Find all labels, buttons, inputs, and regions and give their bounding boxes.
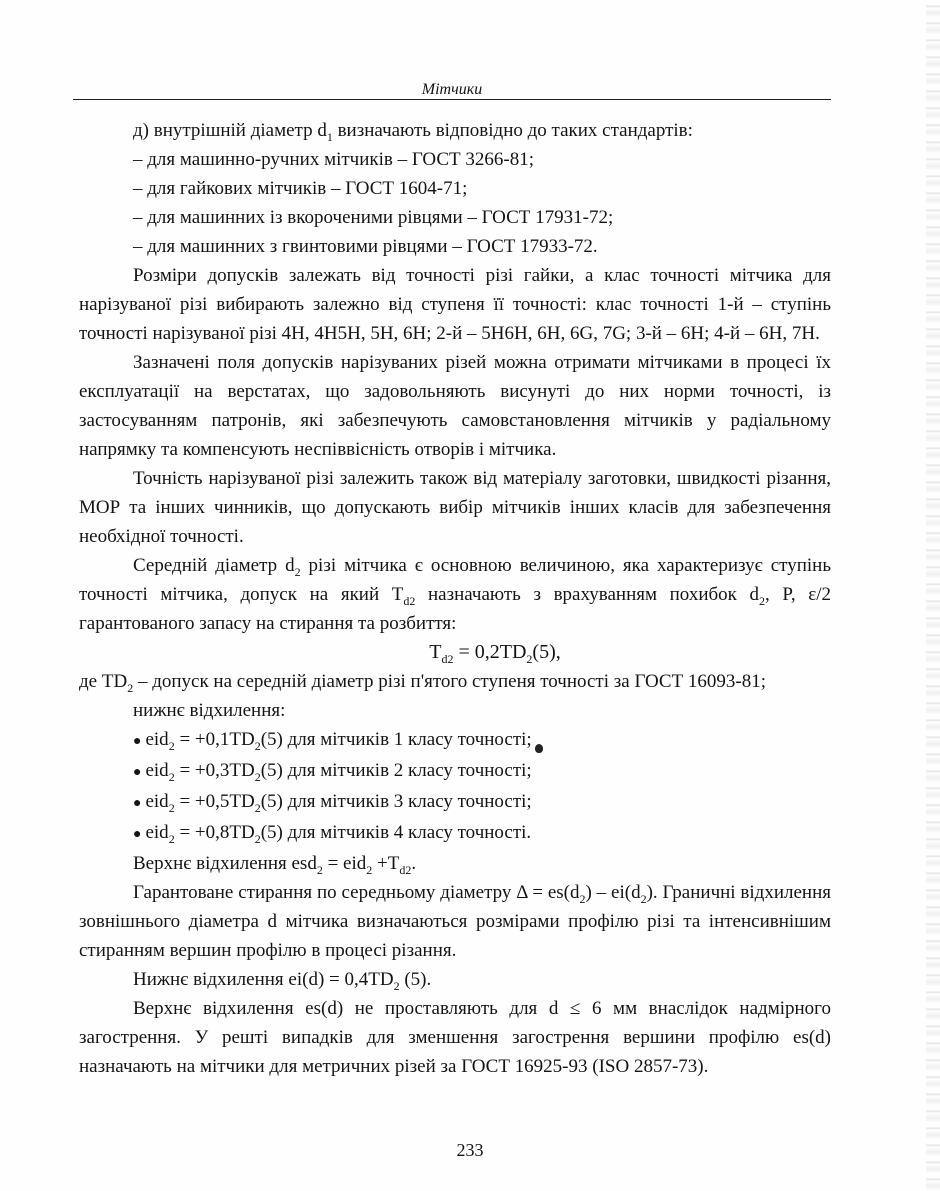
text: , P, ε/2 гарантованого запасу на стирання та розбиття: <box>79 584 831 634</box>
text: де TD <box>79 671 128 692</box>
bullet-icon: ● <box>133 796 142 811</box>
text: Гарантоване стирання по середньому діаметру Δ = es(d <box>133 882 580 903</box>
paragraph-text: Точність нарізуваної різі залежить також від матеріалу заготовки, швидкості різання, МОР та інших чинників, що допускають вибір мітчиків інших класів для забезпечення необхідної точності. <box>79 468 831 547</box>
subscript: 2 <box>759 593 766 608</box>
bullet-item <box>79 787 831 818</box>
text: ) – ei(d <box>585 882 641 903</box>
text: – допуск на середній діаметр різі п'ятого ступеня точності за ГОСТ 16093-81; <box>133 671 767 692</box>
paragraph <box>79 348 831 464</box>
bullet-icon: ● <box>133 765 142 780</box>
subscript: 1 <box>326 129 333 144</box>
subscript: 2 <box>640 891 647 906</box>
bullet-item <box>79 756 831 787</box>
page-body <box>79 116 831 1081</box>
subscript: 2 <box>254 738 261 753</box>
text: T <box>429 641 442 663</box>
text: різі мітчика є основною величиною, яка характеризує ступінь точності мітчика, допуск на який T <box>79 555 831 605</box>
page-number: 233 <box>456 1140 484 1160</box>
subscript: 2 <box>168 831 175 846</box>
text-line <box>79 965 831 994</box>
standard-item: – для машинно-ручних мітчиків – ГОСТ 3266-81; <box>133 149 534 170</box>
text: (5) для мітчиків 2 класу точності; <box>260 760 532 781</box>
formula <box>159 638 831 667</box>
paragraph <box>79 464 831 551</box>
text: = 0,2TD <box>453 641 527 663</box>
text: (5), <box>532 641 561 663</box>
subscript: 2 <box>127 680 134 695</box>
paragraph-text: Розміри допусків залежать від точності різі гайки, а клас точності мітчика для нарізуваної різі вибирають залежно від ступеня її точності: клас точності 1-й – ступінь точності нарізуваної різі 4H, 4H5H, 5H, 6H; 2-й – 5H6H, 6H, 6G, 7G; 3-й – 6H; 4-й – 6H, 7H. <box>79 265 831 344</box>
running-title: Мітчики <box>421 81 483 98</box>
text: д) внутрішній діаметр d <box>133 120 327 141</box>
scan-edge-artifact <box>926 0 940 1191</box>
text: (5) для мітчиків 3 класу точності; <box>260 791 532 812</box>
subscript: 2 <box>168 769 175 784</box>
text: (5) для мітчиків 4 класу точності. <box>260 822 532 843</box>
bullet-item <box>79 725 831 756</box>
text: ). Граничні відхилення зовнішнього діаметра d мітчика визначаються розмірами профілю різі та інтенсивнішим стиранням вершин профілю в процесі різання. <box>79 882 831 961</box>
subscript: 2 <box>254 800 261 815</box>
text-line: нижнє відхилення: <box>133 700 286 721</box>
text: eid <box>145 760 169 781</box>
text: = +0,5TD <box>174 791 255 812</box>
text: = +0,1TD <box>174 729 255 750</box>
ink-blot-mark <box>535 744 543 753</box>
text: eid <box>145 822 169 843</box>
paragraph <box>79 551 831 638</box>
paragraph-text: Верхнє відхилення es(d) не проставляють для d ≤ 6 мм внаслідок надмірного загострення. У решті випадків для зменшення загострення вершини профілю es(d) назначають на мітчики для метричних різей за ГОСТ 16925-93 (ISO 2857-73). <box>79 998 831 1077</box>
paragraph <box>79 994 831 1081</box>
text: (5). <box>399 969 432 990</box>
subscript: 2 <box>366 862 373 877</box>
subscript: 2 <box>316 862 323 877</box>
paragraph-text: Зазначені поля допусків нарізуваних різей можна отримати мітчиками в процесі їх експлуатації на верстатах, що задовольняють висунуті до них норми точності, із застосуванням патронів, які забезпечують самовстановлення мітчиків у радіальному напрямку та компенсують неспіввісність отворів і мітчика. <box>79 352 831 460</box>
paragraph <box>79 261 831 348</box>
text: Нижнє відхилення ei(d) = 0,4TD <box>133 969 394 990</box>
subscript: d2 <box>399 862 412 877</box>
text: = +0,3TD <box>174 760 255 781</box>
text: . <box>411 853 417 874</box>
subscript: d2 <box>403 593 416 608</box>
subscript: d2 <box>441 652 454 666</box>
text-line <box>79 116 831 145</box>
text: назначають з врахуванням похибок d <box>415 584 760 605</box>
subscript: 2 <box>254 769 261 784</box>
standard-item: – для машинних з гвинтовими рівцями – ГОСТ 17933-72. <box>133 236 598 257</box>
paragraph <box>79 878 831 965</box>
subscript: 2 <box>168 738 175 753</box>
subscript: 2 <box>294 564 301 579</box>
standard-item: – для машинних із вкороченими рівцями – ГОСТ 17931-72; <box>133 207 614 228</box>
text: (5) для мітчиків 1 класу точності; <box>260 729 532 750</box>
subscript: 2 <box>579 891 586 906</box>
subscript: 2 <box>526 652 533 666</box>
bullet-icon: ● <box>133 734 142 749</box>
paragraph <box>79 667 831 696</box>
subscript: 2 <box>393 978 400 993</box>
text: Середній діаметр d <box>133 555 295 576</box>
text-line <box>79 849 831 878</box>
text: eid <box>145 729 169 750</box>
text: Верхнє відхилення esd <box>133 853 317 874</box>
text: = eid <box>322 853 367 874</box>
bullet-item <box>79 818 831 849</box>
text: визначають відповідно до таких стандартів: <box>332 120 693 141</box>
running-header <box>73 80 831 100</box>
text: +T <box>372 853 400 874</box>
text: = +0,8TD <box>174 822 255 843</box>
text: eid <box>145 791 169 812</box>
bullet-icon: ● <box>133 827 142 842</box>
standard-item: – для гайкових мітчиків – ГОСТ 1604-71; <box>133 178 468 199</box>
subscript: 2 <box>254 831 261 846</box>
subscript: 2 <box>168 800 175 815</box>
